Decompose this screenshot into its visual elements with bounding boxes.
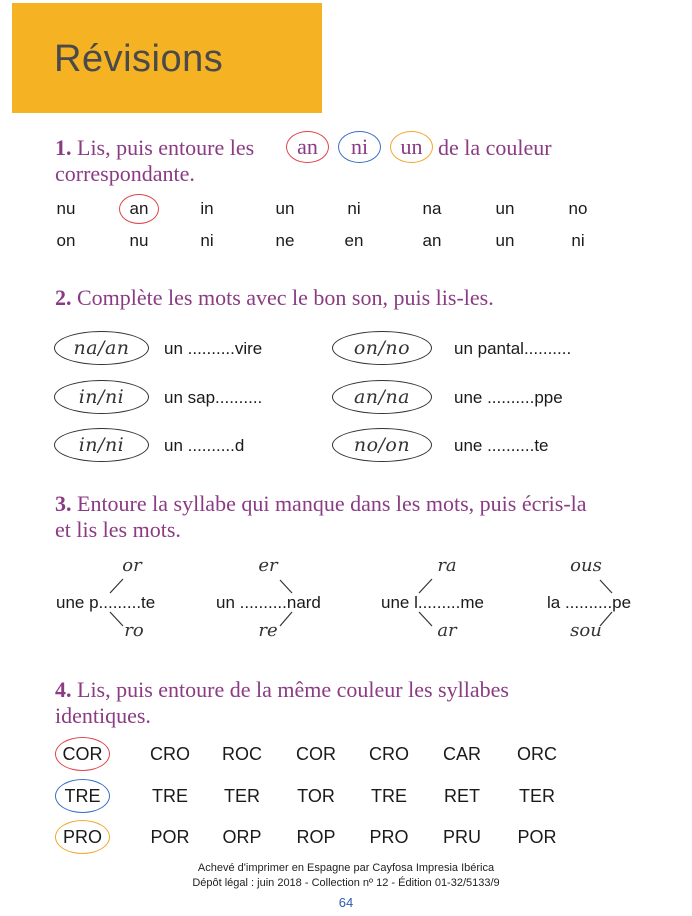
ex4-syllable: CRO bbox=[150, 744, 190, 764]
ex2-choice-oval: an/na bbox=[332, 380, 432, 414]
ex4-syllable: CAR bbox=[442, 744, 482, 764]
ex2-choice-oval: in/ni bbox=[54, 428, 149, 462]
ex1-word: ni bbox=[347, 199, 361, 218]
ex1-word: na bbox=[422, 199, 442, 218]
ex4-text-line2: identiques. bbox=[55, 703, 151, 728]
ex4-syllable: TRE bbox=[371, 786, 407, 806]
ex4-syllable: RET bbox=[444, 786, 480, 806]
ex2-phrase: un sap.......... bbox=[164, 388, 263, 407]
ex1-text-line2: correspondante. bbox=[55, 161, 195, 186]
ex2-phrase: un pantal.......... bbox=[454, 339, 572, 358]
ex1-word: no bbox=[568, 199, 588, 218]
ex4-syllable: ORC bbox=[517, 744, 557, 764]
ex3-word: une p.........te bbox=[56, 593, 156, 612]
ex1-word: ni bbox=[571, 231, 585, 250]
ex3-syllable-bottom: ar bbox=[437, 620, 457, 641]
ex1-word: an bbox=[422, 231, 442, 250]
ex1-word: ni bbox=[200, 231, 214, 250]
ex4-syllable: POR bbox=[150, 827, 190, 847]
ex1-word: an bbox=[129, 199, 149, 218]
ex4-syllable: ROP bbox=[296, 827, 336, 847]
ex2-text: Complète les mots avec le bon son, puis lis-les. bbox=[77, 285, 494, 310]
ex3-word: une l.........me bbox=[381, 593, 484, 612]
ex4-syllable: TER bbox=[224, 786, 260, 806]
ex4-syllable: PRO bbox=[369, 827, 409, 847]
ex1-word: ne bbox=[275, 231, 295, 250]
ex4-syllable: POR bbox=[517, 827, 557, 847]
ex3-word: la ..........pe bbox=[547, 593, 632, 612]
ex4-instruction bbox=[55, 677, 509, 703]
ex4-key-circle-tre: TRE bbox=[55, 779, 110, 813]
ex1-text-before: Lis, puis entoure les bbox=[77, 135, 255, 160]
ex1-word: nu bbox=[56, 199, 76, 218]
ex3-syllable-bottom: sou bbox=[570, 620, 602, 641]
ex4-syllable: ROC bbox=[222, 744, 262, 764]
ex3-word: un ..........nard bbox=[216, 593, 321, 612]
ex4-text-line1: Lis, puis entoure de la même couleur les syllabes bbox=[77, 677, 509, 702]
ex3-syllable-top: or bbox=[122, 555, 142, 576]
ex4-syllable: TER bbox=[519, 786, 555, 806]
ex3-text-line2: et lis les mots. bbox=[55, 517, 181, 542]
ex3-syllable-top: ra bbox=[437, 555, 457, 576]
ex3-syllable-bottom: re bbox=[258, 620, 278, 641]
ex2-choice-oval: on/no bbox=[332, 331, 432, 365]
ex3-syllable-bottom: ro bbox=[124, 620, 144, 641]
ex3-syllable-top: ous bbox=[570, 555, 602, 576]
page-number: 64 bbox=[338, 895, 354, 910]
ex2-choice-oval: na/an bbox=[54, 331, 149, 365]
ex2-choice-oval: in/ni bbox=[54, 380, 149, 414]
ex4-key-circle-cor: COR bbox=[55, 737, 110, 771]
ex2-phrase: une ..........ppe bbox=[454, 388, 563, 407]
ex1-text-after: de la couleur bbox=[438, 135, 552, 160]
ex4-syllable: PRU bbox=[442, 827, 482, 847]
ex3-number: 3. bbox=[55, 491, 72, 516]
ex1-word: nu bbox=[129, 231, 149, 250]
ex4-number: 4. bbox=[55, 677, 72, 702]
ex3-syllable-top: er bbox=[258, 555, 278, 576]
ex1-word: un bbox=[275, 199, 295, 218]
ex1-word: un bbox=[495, 199, 515, 218]
ex4-syllable: CRO bbox=[369, 744, 409, 764]
ex4-syllable: TOR bbox=[297, 786, 335, 806]
ex4-key-circle-pro: PRO bbox=[55, 820, 110, 854]
ex4-syllable: TRE bbox=[152, 786, 188, 806]
ex1-number: 1. bbox=[55, 135, 72, 160]
ex4-syllable: ORP bbox=[222, 827, 262, 847]
footer-printer-line: Achevé d'imprimer en Espagne par Cayfosa Impresia Ibérica bbox=[197, 862, 495, 874]
ex4-syllable: COR bbox=[296, 744, 336, 764]
ex1-word: un bbox=[495, 231, 515, 250]
ex2-phrase: une ..........te bbox=[454, 436, 549, 455]
ex1-word: en bbox=[344, 231, 364, 250]
ex2-number: 2. bbox=[55, 285, 72, 310]
ex1-circle-un: un bbox=[390, 131, 433, 163]
footer-legal-line: Dépôt légal : juin 2018 - Collection nº 12 - Édition 01-32/5133/9 bbox=[192, 877, 500, 889]
ex1-word: on bbox=[56, 231, 76, 250]
ex2-choice-oval: no/on bbox=[332, 428, 432, 462]
ex3-text-line1: Entoure la syllabe qui manque dans les mots, puis écris-la bbox=[77, 491, 587, 516]
ex2-phrase: un ..........d bbox=[164, 436, 245, 455]
ex2-phrase: un ..........vire bbox=[164, 339, 263, 358]
ex1-word: in bbox=[200, 199, 214, 218]
ex1-circle-ni: ni bbox=[338, 131, 381, 163]
page-title: Révisions bbox=[54, 38, 224, 80]
ex1-circle-an: an bbox=[286, 131, 329, 163]
